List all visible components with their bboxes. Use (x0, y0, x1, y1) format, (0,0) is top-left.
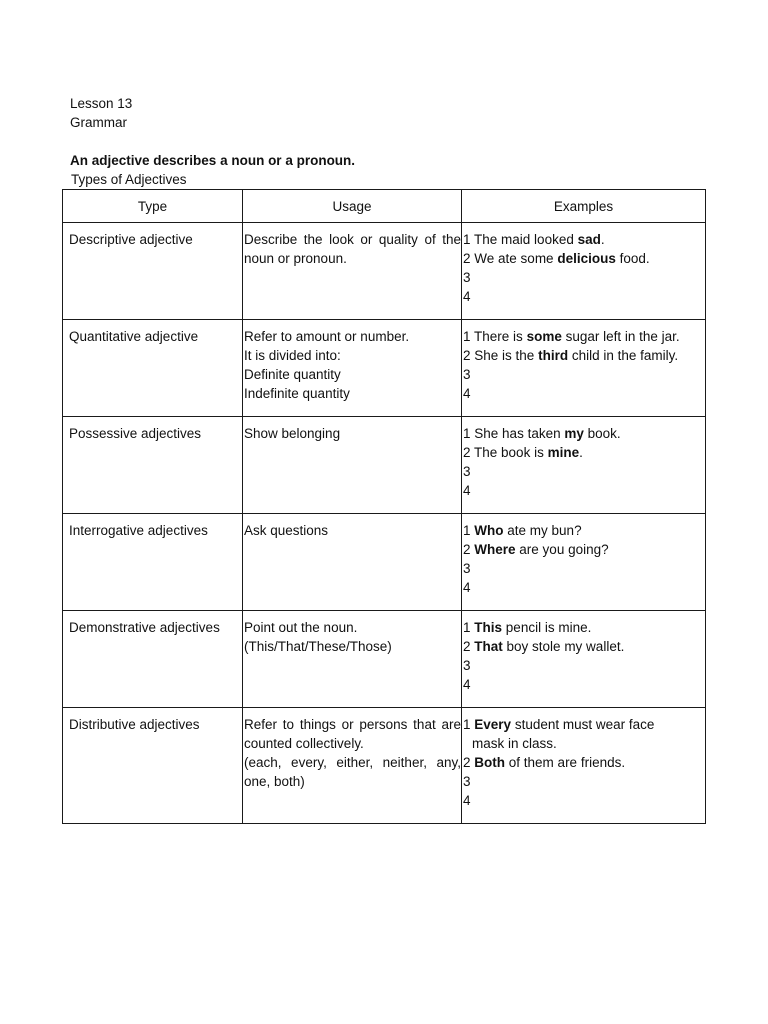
example-line (463, 424, 705, 443)
example-text: boy stole my wallet. (502, 639, 625, 654)
example-line (463, 287, 705, 306)
example-number: 1 (463, 329, 471, 344)
cell-type: Descriptive adjective (63, 223, 243, 320)
column-header-type: Type (63, 190, 243, 223)
usage-line: Show belonging (244, 426, 341, 441)
example-text: of them are friends. (505, 755, 626, 770)
cell-examples (462, 223, 706, 320)
example-line (463, 327, 705, 346)
usage-line: (This/That/These/Those) (244, 639, 392, 654)
example-text: She has taken (474, 426, 565, 441)
usage-line: Describe the look or quality of the noun or pronoun. (244, 232, 461, 266)
example-number: 2 (463, 445, 471, 460)
example-adjective: some (526, 329, 562, 344)
usage-line: Point out the noun. (244, 620, 358, 635)
table-row (63, 611, 706, 708)
usage-line: Refer to things or persons that are counted collectively. (244, 717, 461, 751)
example-line (463, 656, 705, 675)
example-number: 4 (463, 289, 471, 304)
cell-type: Demonstrative adjectives (63, 611, 243, 708)
example-adjective: Where (474, 542, 516, 557)
cell-examples (462, 708, 706, 824)
example-number: 4 (463, 793, 471, 808)
example-text: She is the (474, 348, 539, 363)
example-number: 4 (463, 677, 471, 692)
example-number: 1 (463, 620, 471, 635)
example-text: sugar left in the jar. (561, 329, 680, 344)
table-row (63, 320, 706, 417)
example-continuation: mask in class. (472, 736, 557, 751)
definition-text: An adjective describes a noun or a pronoun. (70, 153, 356, 168)
table-row (63, 223, 706, 320)
subject-title: Grammar (70, 115, 127, 130)
example-line (463, 675, 705, 694)
table-header-row (63, 190, 706, 223)
example-line (463, 384, 705, 403)
example-line (463, 268, 705, 287)
example-adjective: Who (474, 523, 504, 538)
table-row (63, 514, 706, 611)
usage-line: Refer to amount or number. (244, 329, 410, 344)
cell-examples (462, 417, 706, 514)
example-text: pencil is mine. (502, 620, 592, 635)
example-number: 3 (463, 464, 471, 479)
example-adjective: third (538, 348, 569, 363)
example-line (463, 559, 705, 578)
cell-usage (243, 708, 462, 824)
example-number: 3 (463, 774, 471, 789)
example-line (463, 443, 705, 462)
example-number: 1 (463, 717, 471, 732)
example-text: . (579, 445, 583, 460)
example-adjective: mine (547, 445, 580, 460)
example-line (463, 346, 705, 365)
usage-line: It is divided into: (244, 348, 341, 363)
example-line (463, 753, 705, 772)
example-line (463, 715, 705, 734)
example-adjective: delicious (557, 251, 616, 266)
example-line (463, 521, 705, 540)
example-adjective: Both (474, 755, 506, 770)
lesson-number: Lesson 13 (70, 96, 133, 111)
example-text: The book is (474, 445, 548, 460)
example-adjective: sad (577, 232, 601, 247)
example-text: student must wear face (511, 717, 655, 732)
example-line (463, 637, 705, 656)
usage-line: Indefinite quantity (244, 386, 350, 401)
example-text: child in the family. (568, 348, 679, 363)
example-line (463, 365, 705, 384)
example-adjective: Every (474, 717, 512, 732)
column-header-usage: Usage (243, 190, 462, 223)
cell-usage (243, 611, 462, 708)
example-adjective: This (474, 620, 503, 635)
table-row (63, 708, 706, 824)
example-line (463, 578, 705, 597)
example-number: 2 (463, 755, 471, 770)
usage-line: Definite quantity (244, 367, 341, 382)
example-number: 3 (463, 367, 471, 382)
cell-examples (462, 611, 706, 708)
usage-line: (each, every, either, neither, any, one, both) (244, 755, 461, 789)
example-line (463, 791, 705, 810)
column-header-examples: Examples (462, 190, 706, 223)
example-line (463, 230, 705, 249)
example-number: 4 (463, 580, 471, 595)
example-text: . (600, 232, 605, 247)
example-line (463, 249, 705, 268)
example-number: 3 (463, 561, 471, 576)
table-caption: Types of Adjectives (71, 172, 187, 187)
example-number: 4 (463, 386, 471, 401)
example-number: 2 (463, 348, 471, 363)
cell-examples (462, 320, 706, 417)
example-text: are you going? (515, 542, 609, 557)
example-number: 4 (463, 483, 471, 498)
example-adjective: That (474, 639, 503, 654)
cell-type: Possessive adjectives (63, 417, 243, 514)
adjectives-table (62, 189, 706, 824)
table-row (63, 417, 706, 514)
example-number: 3 (463, 658, 471, 673)
example-number: 1 (463, 426, 471, 441)
example-number: 1 (463, 232, 471, 247)
example-adjective: my (564, 426, 584, 441)
usage-line: Ask questions (244, 523, 329, 538)
cell-usage (243, 320, 462, 417)
example-text: There is (474, 329, 527, 344)
example-number: 2 (463, 542, 471, 557)
example-line (463, 618, 705, 637)
example-line (463, 462, 705, 481)
cell-usage (243, 417, 462, 514)
example-number: 1 (463, 523, 471, 538)
cell-type: Interrogative adjectives (63, 514, 243, 611)
example-text: food. (615, 251, 650, 266)
example-text: We ate some (474, 251, 558, 266)
cell-type: Quantitative adjective (63, 320, 243, 417)
cell-examples (462, 514, 706, 611)
example-line (463, 772, 705, 791)
example-number: 2 (463, 251, 471, 266)
example-line (463, 481, 705, 500)
example-text: ate my bun? (503, 523, 582, 538)
example-number: 3 (463, 270, 471, 285)
example-line (463, 540, 705, 559)
example-number: 2 (463, 639, 471, 654)
example-text: book. (583, 426, 621, 441)
cell-type: Distributive adjectives (63, 708, 243, 824)
cell-usage (243, 223, 462, 320)
cell-usage (243, 514, 462, 611)
example-text: The maid looked (474, 232, 578, 247)
